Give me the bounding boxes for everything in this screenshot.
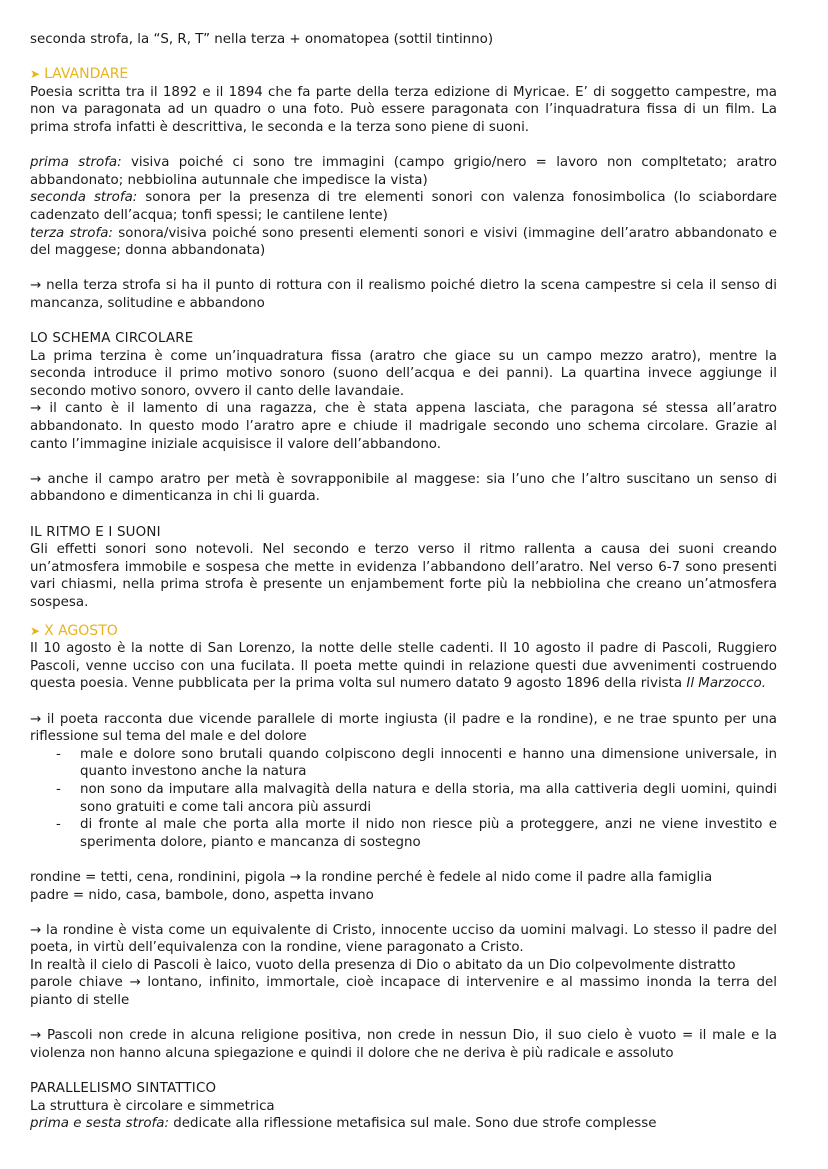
list-item: - di fronte al male che porta alla morte il nido non riesce più a proteggere, anzi ne viene investito e sperimenta dolore, pianto e mancanza di sostegno [56, 816, 777, 851]
canto-paragraph: → il canto è il lamento di una ragazza, che è stata appena lasciata, che paragona sé stessa all’aratro abbandonato. In questo modo l’aratro apre e chiude il madrigale secondo uno schema circolare. Grazie al canto l’immagine iniziale acquisisce il valore dell’abbandono. [30, 401, 777, 452]
rondine-line: rondine = tetti, cena, rondinini, pigola → la rondine perché è fedele al nido come il padre alla famiglia [30, 869, 713, 885]
strofe-text: dedicate alla riflessione metafisica sul male. Sono due strofe complesse [169, 1116, 657, 1132]
ritmo-paragraph: Gli effetti sonori sono notevoli. Nel secondo e terzo verso il ritmo rallenta a causa dei suoni creando un’atmosfera immobile e sospesa che mette in evidenza l’abbandono dell’aratro. Nel verso 6-7 sono presenti vari chiasmi, nella prima strofa è presente un enjambement forte più la nebbiolina che creano un’atmosfera sospesa. [30, 542, 777, 610]
heading-text: X AGOSTO [44, 622, 118, 639]
male-points-list [30, 746, 777, 852]
cristo-paragraph: → la rondine è vista come un equivalente di Cristo, innocente ucciso da uomini malvagi. Lo stesso il padre del poeta, in virtù dell’equivalenza con la rondine, viene paragonato a Cristo. [30, 922, 777, 956]
cielo-line: In realtà il cielo di Pascoli è laico, vuoto della presenza di Dio o abitato da un Dio colpevolmente distratto [30, 957, 736, 973]
religione-paragraph: → Pascoli non crede in alcuna religione positiva, non crede in nessun Dio, il suo cielo è vuoto = il male e la violenza non hanno alcuna spiegazione e quindi il dolore che ne deriva è più radicale e assoluto [30, 1028, 777, 1061]
padre-line: padre = nido, casa, bambole, dono, aspetta invano [30, 887, 374, 903]
strofa-2-text: sonora per la presenza di tre elementi sonori con valenza fonosimbolica (lo sciabordare cadenzato dell’acqua; tonfi spessi; le cantilene lente) [30, 190, 778, 223]
parole-chiave-paragraph: parole chiave → lontano, infinito, immortale, cioè incapace di intervenire e al massimo inonda la terra del pianto di stelle [30, 975, 777, 1009]
strofa-1-text: visiva poiché ci sono tre immagini (campo grigio/nero = lavoro non compltetato; aratro abbandonato; nebbiolina autunnale che impedisce la vista) [30, 155, 778, 188]
racconta-paragraph: → il poeta racconta due vicende parallele di morte ingiusta (il padre e la rondine), e ne trae spunto per una riflessione sul tema del male e del dolore [30, 711, 777, 745]
page-content [30, 31, 777, 1133]
strofe-label: prima e sesta strofa: [30, 1116, 169, 1132]
strofa-1-label: prima strofa: [30, 155, 122, 171]
lavandare-intro: Poesia scritta tra il 1892 e il 1894 che fa parte della terza edizione di Myricae. E’ di soggetto campestre, ma non va paragonata ad un quadro o una foto. Può essere paragonata con l’inquadratura fissa di un film. La prima strofa infatti è descrittiva, le seconda e la terza sono piene di suoni. [30, 84, 777, 135]
rivista-title: Il Marzocco. [686, 676, 766, 692]
parallelismo-heading: PARALLELISMO SINTATTICO [30, 1081, 217, 1097]
agosto-intro: Il 10 agosto è la notte di San Lorenzo, la notte delle stelle cadenti. Il 10 agosto il padre di Pascoli, Ruggiero Pascoli, venne ucciso con una fucilata. Il poeta mette quindi in relazione questi due avvenimenti costruendo questa poesia. Venne pubblicata per la prima volta sul numero datato 9 agosto 1896 della rivista Il Marzocco. [30, 641, 777, 692]
list-item: - non sono da imputare alla malvagità della natura e della storia, ma alla cattiveria degli uomini, quindi sono gratuiti e come tali ancora più assurdi [56, 781, 777, 816]
arrow-bullet-icon: ➤ [30, 67, 41, 82]
schema-paragraph: La prima terzina è come un’inquadratura fissa (aratro che giace su un campo mezzo aratro), mentre la seconda introduce il primo motivo sonoro (suono dell’acqua e dei panni). La quartina invece aggiunge il secondo motivo sonoro, ovvero il canto delle lavandaie. [30, 348, 777, 399]
strofa-2 [30, 189, 777, 224]
strofa-2-label: seconda strofa: [30, 190, 138, 206]
arrow-bullet-icon: ➤ [30, 623, 41, 638]
strofa-3-text: sonora/visiva poiché sono presenti elementi sonori e visivi (immagine dell’aratro abbandonato e del maggese; donna abbandonata) [30, 225, 778, 259]
schema-heading: LO SCHEMA CIRCOLARE [30, 331, 194, 347]
ritmo-heading: IL RITMO E I SUONI [30, 524, 161, 540]
rottura-paragraph: → nella terza strofa si ha il punto di rottura con il realismo poiché dietro la scena campestre si cela il senso di mancanza, solitudine e abbandono [30, 278, 777, 311]
section-heading-x-agosto [30, 623, 777, 641]
section-heading-lavandare [30, 66, 777, 84]
list-item: - male e dolore sono brutali quando colpiscono degli innocenti e hanno una dimensione universale, in quanto investono anche la natura [56, 746, 777, 781]
strofa-1 [30, 154, 777, 189]
strofe-line [30, 1115, 777, 1133]
strofa-3-label: terza strofa: [30, 225, 113, 241]
top-line: seconda strofa, la “S, R, T” nella terza + onomatopea (sottil tintinno) [30, 32, 494, 47]
heading-text: LAVANDARE [44, 66, 129, 83]
campo-paragraph: → anche il campo aratro per metà è sovrapponibile al maggese: sia l’uno che l’altro suscitano un senso di abbandono e dimenticanza in chi li guarda. [30, 471, 777, 505]
strofa-3 [30, 225, 777, 260]
struttura-line: La struttura è circolare e simmetrica [30, 1098, 275, 1114]
